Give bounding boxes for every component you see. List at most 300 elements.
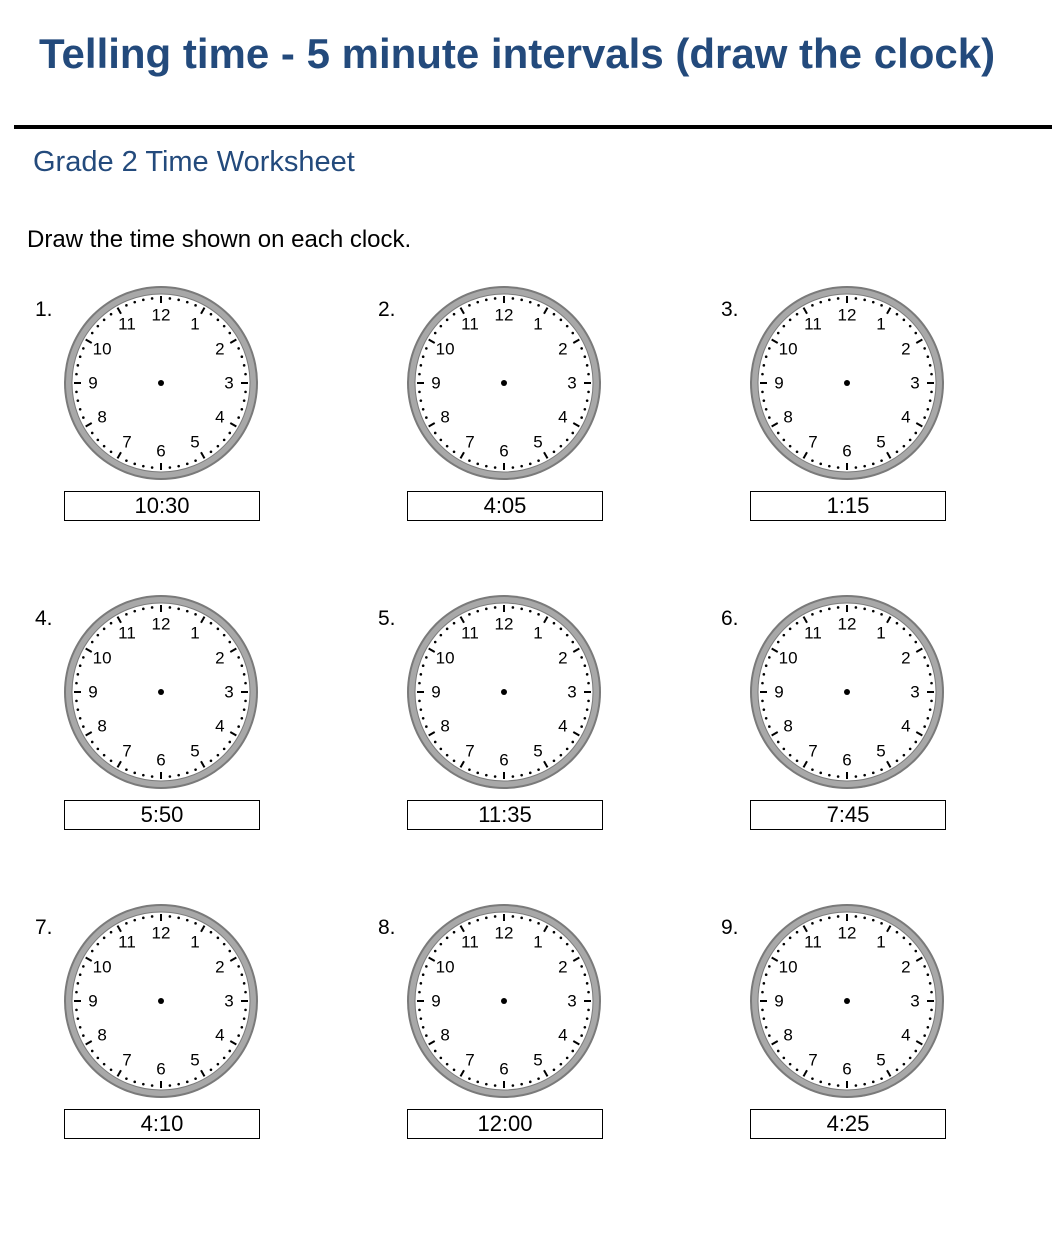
minute-tick (763, 673, 766, 676)
minute-tick (566, 748, 569, 751)
minute-tick (783, 748, 786, 751)
clock-numeral: 11 (804, 623, 822, 643)
minute-tick (761, 700, 764, 703)
time-label: 4:05 (483, 493, 527, 518)
time-label-box (750, 1109, 946, 1139)
minute-tick (186, 1081, 189, 1084)
minute-tick (863, 917, 866, 920)
clock-numeral: 11 (118, 314, 136, 334)
clock-numeral: 12 (837, 614, 857, 634)
minute-tick (494, 297, 497, 300)
minute-tick (103, 319, 106, 322)
minute-tick (768, 656, 771, 659)
minute-tick (529, 463, 532, 466)
minute-tick (97, 325, 100, 328)
clock-numeral: 7 (808, 432, 818, 452)
minute-tick (909, 748, 912, 751)
minute-tick (909, 943, 912, 946)
time-label: 7:45 (826, 802, 870, 827)
clock-numeral: 2 (215, 339, 225, 359)
clock-numeral: 2 (901, 957, 911, 977)
minute-tick (929, 982, 932, 985)
minute-tick (584, 973, 587, 976)
clock-face[interactable] (747, 592, 947, 792)
minute-tick (537, 613, 540, 616)
clock-numeral: 7 (465, 1050, 475, 1070)
clock-numeral: 5 (876, 1050, 886, 1070)
clock-numeral: 1 (876, 932, 886, 952)
minute-tick (927, 408, 930, 411)
clock-face[interactable] (747, 283, 947, 483)
minute-tick (560, 445, 563, 448)
minute-tick (923, 1034, 926, 1037)
minute-tick (896, 759, 899, 762)
minute-tick (177, 465, 180, 468)
minute-tick (789, 1063, 792, 1066)
minute-tick (783, 1057, 786, 1060)
minute-tick (77, 982, 80, 985)
minute-tick (761, 1009, 764, 1012)
minute-tick (440, 943, 443, 946)
minute-tick (217, 319, 220, 322)
clock-numeral: 12 (151, 305, 171, 325)
minute-tick (828, 1083, 831, 1086)
minute-tick (217, 937, 220, 940)
minute-tick (796, 313, 799, 316)
minute-tick (927, 973, 930, 976)
minute-tick (77, 364, 80, 367)
minute-tick (796, 1068, 799, 1071)
minute-tick (930, 682, 933, 685)
minute-tick (446, 754, 449, 757)
clock-numeral: 4 (901, 1025, 911, 1045)
minute-tick (930, 700, 933, 703)
minute-tick (446, 1063, 449, 1066)
minute-tick (560, 754, 563, 757)
clock-numeral: 11 (461, 623, 479, 643)
minute-tick (91, 432, 94, 435)
minute-tick (929, 708, 932, 711)
minute-tick (520, 608, 523, 611)
minute-tick (210, 759, 213, 762)
minute-tick (580, 656, 583, 659)
minute-tick (872, 772, 875, 775)
minute-tick (440, 634, 443, 637)
minute-tick (453, 1068, 456, 1071)
minute-tick (177, 774, 180, 777)
minute-tick (855, 1084, 858, 1087)
clock-face[interactable] (404, 592, 604, 792)
problem-number: 3. (721, 298, 739, 321)
minute-tick (446, 445, 449, 448)
clock-face[interactable] (61, 901, 261, 1101)
minute-tick (923, 656, 926, 659)
clock-numeral: 11 (118, 932, 136, 952)
clock-numeral: 2 (558, 648, 568, 668)
minute-tick (855, 466, 858, 469)
minute-tick (91, 1050, 94, 1053)
minute-tick (763, 708, 766, 711)
clock-numeral: 5 (190, 1050, 200, 1070)
time-label: 10:30 (134, 493, 190, 518)
minute-tick (97, 943, 100, 946)
problem-number: 6. (721, 607, 739, 630)
minute-tick (133, 772, 136, 775)
minute-tick (217, 754, 220, 757)
minute-tick (79, 664, 82, 667)
clock-numeral: 9 (431, 682, 441, 702)
minute-tick (210, 1068, 213, 1071)
minute-tick (103, 445, 106, 448)
minute-tick (223, 748, 226, 751)
clock-numeral: 3 (910, 682, 920, 702)
minute-tick (819, 301, 822, 304)
minute-tick (237, 725, 240, 728)
clock-numeral: 5 (190, 432, 200, 452)
minute-tick (169, 297, 172, 300)
center-dot (844, 380, 850, 386)
time-label: 11:35 (478, 802, 532, 827)
minute-tick (587, 700, 590, 703)
clock-face[interactable] (404, 283, 604, 483)
center-dot (501, 689, 507, 695)
clock-numeral: 9 (774, 991, 784, 1011)
minute-tick (819, 463, 822, 466)
minute-tick (142, 465, 145, 468)
minute-tick (880, 459, 883, 462)
minute-tick (223, 634, 226, 637)
clock-numeral: 8 (97, 407, 107, 427)
clock-numeral: 7 (808, 741, 818, 761)
clock-numeral: 12 (494, 305, 514, 325)
clock-numeral: 10 (435, 339, 455, 359)
minute-tick (837, 1084, 840, 1087)
minute-tick (97, 634, 100, 637)
minute-tick (863, 608, 866, 611)
clock-numeral: 6 (842, 441, 852, 461)
minute-tick (244, 700, 247, 703)
clock-numeral: 10 (778, 339, 798, 359)
minute-tick (571, 432, 574, 435)
minute-tick (420, 364, 423, 367)
minute-tick (82, 416, 85, 419)
clock-face[interactable] (404, 901, 604, 1101)
problem-6 (714, 607, 1052, 857)
minute-tick (537, 1077, 540, 1080)
minute-tick (125, 459, 128, 462)
minute-tick (142, 1083, 145, 1086)
clock-face[interactable] (747, 901, 947, 1101)
minute-tick (418, 373, 421, 376)
minute-tick (872, 301, 875, 304)
clock-numeral: 4 (558, 407, 568, 427)
minute-tick (420, 673, 423, 676)
minute-tick (169, 606, 172, 609)
minute-tick (880, 304, 883, 307)
title-divider (14, 125, 1052, 129)
minute-tick (553, 931, 556, 934)
minute-tick (512, 915, 515, 918)
minute-tick (587, 391, 590, 394)
minute-tick (228, 950, 231, 953)
minute-tick (566, 325, 569, 328)
minute-tick (512, 606, 515, 609)
minute-tick (537, 922, 540, 925)
minute-tick (133, 1081, 136, 1084)
clock-numeral: 4 (215, 716, 225, 736)
minute-tick (485, 1083, 488, 1086)
minute-tick (571, 950, 574, 953)
minute-tick (811, 1077, 814, 1080)
minute-tick (194, 613, 197, 616)
minute-tick (440, 439, 443, 442)
minute-tick (217, 1063, 220, 1066)
minute-tick (584, 355, 587, 358)
minute-tick (929, 399, 932, 402)
minute-tick (91, 641, 94, 644)
minute-tick (529, 610, 532, 613)
minute-tick (914, 1050, 917, 1053)
minute-tick (580, 347, 583, 350)
clock-numeral: 5 (533, 432, 543, 452)
minute-tick (476, 919, 479, 922)
minute-tick (863, 774, 866, 777)
minute-tick (125, 304, 128, 307)
minute-tick (929, 1017, 932, 1020)
clock-numeral: 8 (783, 716, 793, 736)
clock-numeral: 12 (837, 305, 857, 325)
minute-tick (929, 673, 932, 676)
minute-tick (418, 1009, 421, 1012)
time-label-box (407, 800, 603, 830)
minute-tick (520, 774, 523, 777)
clock-numeral: 10 (435, 648, 455, 668)
minute-tick (485, 917, 488, 920)
minute-tick (241, 717, 244, 720)
minute-tick (903, 628, 906, 631)
minute-tick (520, 917, 523, 920)
minute-tick (434, 332, 437, 335)
minute-tick (228, 332, 231, 335)
minute-tick (422, 1026, 425, 1029)
minute-tick (244, 991, 247, 994)
minute-tick (796, 931, 799, 934)
time-label-box (64, 1109, 260, 1139)
minute-tick (468, 304, 471, 307)
minute-tick (434, 641, 437, 644)
minute-tick (761, 391, 764, 394)
minute-tick (425, 347, 428, 350)
minute-tick (789, 937, 792, 940)
minute-tick (777, 950, 780, 953)
minute-tick (580, 725, 583, 728)
clock-numeral: 6 (499, 441, 509, 461)
clock-numeral: 8 (440, 407, 450, 427)
clock-numeral: 10 (92, 339, 112, 359)
minute-tick (819, 1081, 822, 1084)
minute-tick (151, 1084, 154, 1087)
minute-tick (82, 965, 85, 968)
problem-8 (371, 916, 714, 1166)
minute-tick (903, 445, 906, 448)
minute-tick (186, 919, 189, 922)
minute-tick (243, 364, 246, 367)
minute-tick (765, 355, 768, 358)
minute-tick (453, 313, 456, 316)
clock-numeral: 3 (224, 682, 234, 702)
minute-tick (584, 1026, 587, 1029)
clock-numeral: 9 (774, 682, 784, 702)
clock-face[interactable] (61, 283, 261, 483)
minute-tick (103, 754, 106, 757)
minute-tick (929, 364, 932, 367)
minute-tick (151, 297, 154, 300)
minute-tick (768, 725, 771, 728)
minute-tick (587, 373, 590, 376)
minute-tick (872, 919, 875, 922)
worksheet-subtitle: Grade 2 Time Worksheet (33, 146, 355, 178)
clock-numeral: 3 (224, 991, 234, 1011)
time-label-box (750, 491, 946, 521)
minute-tick (560, 628, 563, 631)
minute-tick (186, 772, 189, 775)
minute-tick (228, 641, 231, 644)
minute-tick (418, 700, 421, 703)
minute-tick (79, 1026, 82, 1029)
clock-numeral: 5 (876, 741, 886, 761)
minute-tick (777, 741, 780, 744)
minute-tick (768, 347, 771, 350)
minute-tick (761, 682, 764, 685)
clock-numeral: 12 (494, 923, 514, 943)
minute-tick (82, 656, 85, 659)
problem-7 (28, 916, 371, 1166)
minute-tick (79, 717, 82, 720)
clock-numeral: 7 (122, 741, 132, 761)
center-dot (158, 998, 164, 1004)
minute-tick (930, 1009, 933, 1012)
minute-tick (855, 297, 858, 300)
minute-tick (520, 1083, 523, 1086)
minute-tick (855, 775, 858, 778)
minute-tick (133, 919, 136, 922)
minute-tick (169, 1084, 172, 1087)
minute-tick (768, 416, 771, 419)
minute-tick (237, 656, 240, 659)
minute-tick (586, 673, 589, 676)
minute-tick (476, 1081, 479, 1084)
clock-numeral: 5 (876, 432, 886, 452)
minute-tick (223, 943, 226, 946)
minute-tick (125, 922, 128, 925)
clock-numeral: 6 (156, 750, 166, 770)
time-label: 4:10 (140, 1111, 184, 1136)
minute-tick (586, 364, 589, 367)
minute-tick (237, 416, 240, 419)
minute-tick (237, 965, 240, 968)
minute-tick (110, 622, 113, 625)
minute-tick (566, 439, 569, 442)
minute-tick (777, 1050, 780, 1053)
problem-5 (371, 607, 714, 857)
minute-tick (560, 319, 563, 322)
minute-tick (422, 664, 425, 667)
minute-tick (237, 347, 240, 350)
minute-tick (789, 319, 792, 322)
minute-tick (930, 373, 933, 376)
minute-tick (494, 606, 497, 609)
clock-numeral: 12 (837, 923, 857, 943)
minute-tick (210, 313, 213, 316)
minute-tick (243, 982, 246, 985)
minute-tick (571, 332, 574, 335)
clock-numeral: 3 (567, 373, 577, 393)
minute-tick (880, 922, 883, 925)
minute-tick (837, 915, 840, 918)
minute-tick (151, 466, 154, 469)
time-label-box (64, 800, 260, 830)
problem-3 (714, 298, 1052, 548)
minute-tick (103, 937, 106, 940)
minute-tick (237, 1034, 240, 1037)
minute-tick (927, 355, 930, 358)
minute-tick (468, 459, 471, 462)
clock-numeral: 10 (778, 957, 798, 977)
minute-tick (923, 965, 926, 968)
clock-numeral: 11 (118, 623, 136, 643)
clock-face[interactable] (61, 592, 261, 792)
clock-numeral: 9 (88, 682, 98, 702)
minute-tick (923, 416, 926, 419)
minute-tick (855, 915, 858, 918)
minute-tick (872, 463, 875, 466)
minute-tick (553, 1068, 556, 1071)
clock-numeral: 12 (151, 923, 171, 943)
minute-tick (903, 754, 906, 757)
minute-tick (169, 775, 172, 778)
minute-tick (422, 973, 425, 976)
minute-tick (560, 1063, 563, 1066)
clock-numeral: 11 (461, 932, 479, 952)
clock-numeral: 12 (151, 614, 171, 634)
minute-tick (777, 332, 780, 335)
problem-number: 9. (721, 916, 739, 939)
minute-tick (863, 465, 866, 468)
minute-tick (446, 319, 449, 322)
minute-tick (440, 1057, 443, 1060)
problem-1 (28, 298, 371, 548)
minute-tick (244, 682, 247, 685)
problem-4 (28, 607, 371, 857)
minute-tick (194, 768, 197, 771)
minute-tick (485, 299, 488, 302)
minute-tick (243, 708, 246, 711)
clock-numeral: 2 (215, 957, 225, 977)
clock-numeral: 7 (122, 432, 132, 452)
minute-tick (512, 297, 515, 300)
clock-numeral: 7 (465, 432, 475, 452)
minute-tick (485, 465, 488, 468)
time-label-box (407, 491, 603, 521)
minute-tick (796, 622, 799, 625)
minute-tick (896, 1068, 899, 1071)
minute-tick (837, 466, 840, 469)
minute-tick (228, 1050, 231, 1053)
time-label: 1:15 (826, 493, 870, 518)
clock-numeral: 2 (901, 648, 911, 668)
minute-tick (828, 917, 831, 920)
minute-tick (228, 741, 231, 744)
